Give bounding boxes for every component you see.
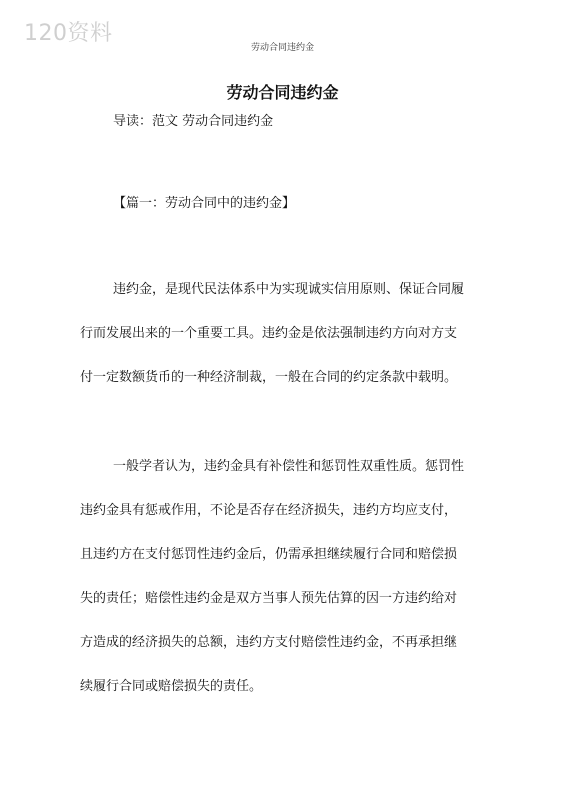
running-header: 劳动合同违约金: [250, 43, 314, 53]
paragraph-line: 一般学者认为，违约金具有补偿性和惩罚性双重性质。惩罚性: [113, 459, 465, 474]
paragraph-line: 付一定数额货币的一种经济制裁，一般在合同的约定条款中载明。: [80, 370, 458, 385]
document-title: 劳动合同违约金: [226, 83, 339, 102]
paragraph: [80, 268, 500, 400]
paragraph-line: 违约金具有惩戒作用，不论是否存在经济损失，违约方均应支付，: [80, 503, 458, 518]
paragraph-line: 续履行合同或赔偿损失的责任。: [80, 679, 263, 694]
paragraph: [80, 445, 500, 709]
lead-text: 导读：范文 劳动合同违约金: [113, 114, 274, 129]
paragraph-line: 且违约方在支付惩罚性违约金后，仍需承担继续履行合同和赔偿损: [80, 547, 458, 562]
paragraph-line: 失的责任；赔偿性违约金是双方当事人预先估算的因一方违约给对: [80, 591, 458, 606]
paragraph-line: 行而发展出来的一个重要工具。违约金是依法强制违约方向对方支: [80, 326, 458, 341]
paragraph-line: 违约金，是现代民法体系中为实现诚实信用原则、保证合同履: [113, 282, 465, 297]
watermark-logo: 120资料: [24, 21, 113, 46]
section-heading: 【篇一：劳动合同中的违约金】: [113, 196, 296, 211]
paragraph-line: 方造成的经济损失的总额，违约方支付赔偿性违约金，不再承担继: [80, 635, 458, 650]
